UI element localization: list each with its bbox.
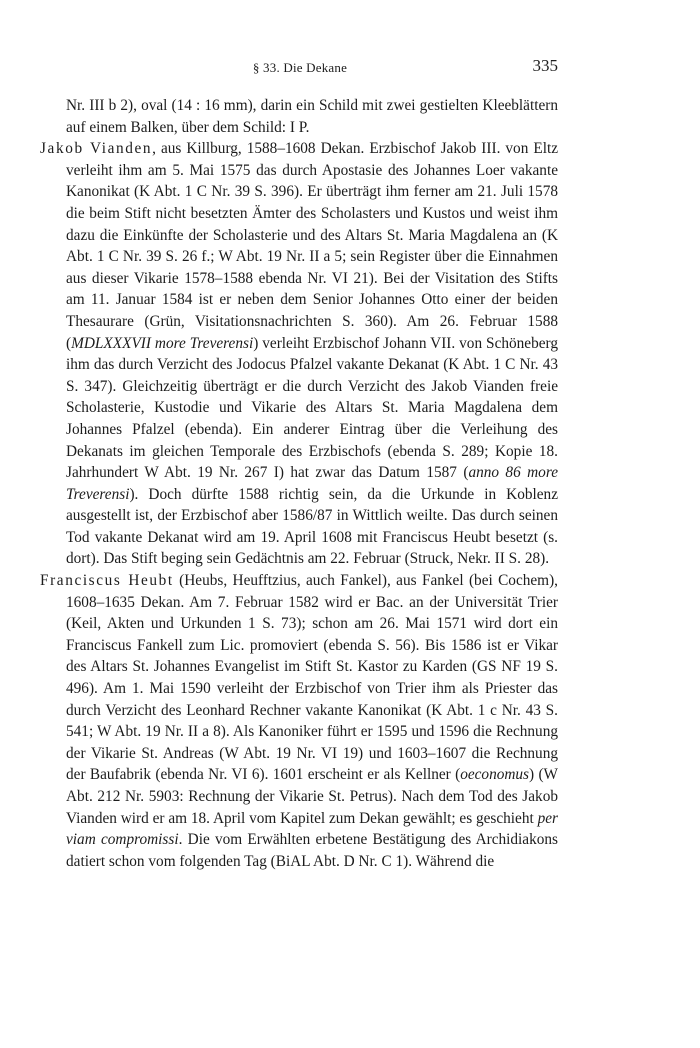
latin-phrase: anno 86 more Treverensi [66, 464, 558, 503]
text-segment: Nr. III b 2), oval (14 : 16 mm), darin ein Schild mit zwei gestielten Kleeblättern auf einem Balken, über dem Schild: I P. [66, 97, 558, 136]
page-number: 335 [532, 56, 558, 75]
continuation-paragraph [40, 95, 558, 138]
text-segment: (Heubs, Heufftzius, auch Fankel), aus Fankel (bei Cochem), 1608–1635 Dekan. Am 7. Februar 1582 wird er Bac. an der Universität Trier (Keil, Akten und Urkunden 1 S. 73); schon am 26. Mai 1571 wird dort ein Franciscus Fankell zum Lic. promoviert (ebenda S. 56). Bis 1586 ist er Vikar des Altars St. Johannes Evangelist im Stift St. Kastor zu Karden (GS NF 19 S. 496). Am 1. Mai 1590 verleiht der Erzbischof von Trier ihm als Priester das durch Verzicht des Leonhard Rechner vakante Kanonikat (K Abt. 1 c Nr. 43 S. 541; W Abt. 19 Nr. II a 8). Als Kanoniker führt er 1595 und 1596 die Rechnung der Vikarie St. Andreas (W Abt. 19 Nr. VI 19) und 1603–1607 die Rechnung der Baufabrik (ebenda Nr. VI 6). 1601 erscheint er als Kellner ( [66, 572, 558, 784]
person-name: Franciscus Heubt [40, 572, 174, 590]
text-segment: . Die vom Erwählten erbetene Bestätigung des Archidiakons datiert schon vom folgenden Tag (BiAL Abt. D Nr. C 1). Während die [66, 831, 558, 870]
text-segment: ) verleiht Erzbischof Johann VII. von Schöneberg ihm das durch Verzicht des Jodocus Pfalzel vakante Dekanat (K Abt. 1 C Nr. 43 S. 347). Gleichzeitig überträgt er die durch Verzicht des Jakob Vianden freie Scholasterie, Kustodie und Vikarie des Altars St. Maria Magdalena dem Johannes Pfalzel (ebenda). Ein anderer Eintrag über die Verleihung des Dekanats im gleichen Temporale des Erzbischofs (ebenda S. 289; Kopie 18. Jahrhundert W Abt. 19 Nr. 267 I) hat zwar das Datum 1587 ( [66, 334, 558, 482]
section-title: § 33. Die Dekane [252, 60, 348, 75]
entry-jakob-vianden [40, 138, 558, 570]
latin-phrase: MDLXXXVII more Treverensi [71, 334, 254, 352]
latin-phrase: oeconomus [460, 766, 530, 784]
text-segment: ). Doch dürfte 1588 richtig sein, da die Urkunde in Koblenz ausgestellt ist, der Erzbischof aber 1586/87 in Wittlich weilte. Das durch seinen Tod vakante Dekanat wird am 19. April 1608 mit Franciscus Heubt besetzt (s. dort). Das Stift beging sein Gedächtnis am 22. Februar (Struck, Nekr. II S. 28). [66, 485, 558, 568]
running-head [0, 56, 700, 80]
entry-franciscus-heubt [40, 570, 558, 872]
latin-phrase: per viam compromissi [66, 809, 558, 849]
person-name: Jakob Vianden [40, 140, 153, 158]
text-segment: ) (W Abt. 212 Nr. 5903: Rechnung der Vikarie St. Petrus). Nach dem Tod des Jakob Vianden wird er am 18. April vom Kapitel zum Dekan gewählt; es geschieht [66, 766, 558, 827]
body-text [40, 95, 558, 872]
text-segment: , aus Killburg, 1588–1608 Dekan. Erzbischof Jakob III. von Eltz verleiht ihm am 5. Mai 1575 das durch Apostasie des Johannes Loer vakante Kanonikat (K Abt. 1 C Nr. 39 S. 396). Er überträgt ihm ferner am 21. Juli 1578 die beim Stift nicht besetzten Ämter des Scholasters und Kustos und weist ihm dazu die Einkünfte der Scholasterie und des Altars St. Maria Magdalena an (K Abt. 1 C Nr. 39 S. 26 f.; W Abt. 19 Nr. II a 5; sein Register über die Einnahmen aus dieser Vikarie 1578–1588 ebenda Nr. VI 21). Bei der Visitation des Stifts am 11. Januar 1584 ist er neben dem Senior Johannes Otto einer der beiden Thesaurare (Grün, Visitationsnachrichten S. 360). Am 26. Februar 1588 ( [66, 140, 558, 352]
